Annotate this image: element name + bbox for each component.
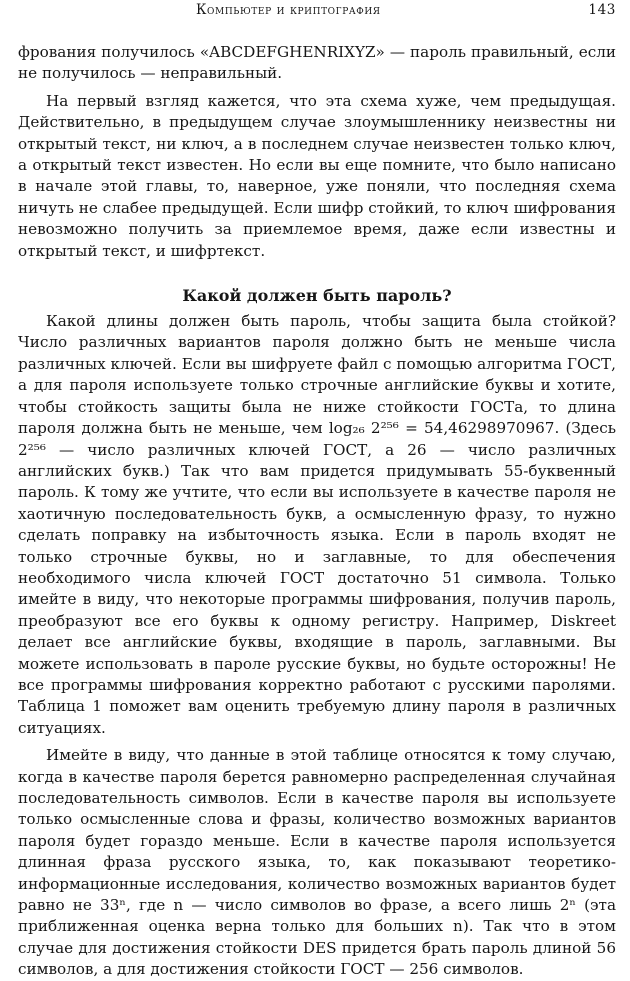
running-head-title: Компьютер и криптография [196,2,381,18]
paragraph-scheme-comparison: На первый взгляд кажется, что эта схема хуже, чем предыдущая. Действительно, в предыдущем случае злоумышленнику неизвестны ни открытый текст, ни ключ, а в последнем случае неизвестен только ключ, а открытый текст известен. Но если вы еще помните, что было написано в начале этой главы, то, наверное, уже поняли, что последняя схема ничуть не слабее предыдущей. Если шифр стойкий, то ключ шифрования невозможно получить за приемлемое время, даже если известны и открытый текст, и шифртекст. [18,91,616,260]
section-heading: Какой должен быть пароль? [182,286,452,306]
page-number: 143 [588,2,616,18]
running-head [18,0,616,26]
paragraph-password-length: Какой длины должен быть пароль, чтобы защита была стойкой? Число различных вариантов пароля должно быть не меньше числа различных ключей. Если вы шифруете файл с помощью алгоритма ГОСТ, а для пароля используете только строчные английские буквы и хотите, чтобы стойкость защиты была не ниже стойкости ГОСТа, то длина пароля должна быть не меньше, чем log₂₆ 2²⁵⁶ = 54,46298970967. (Здесь 2²⁵⁶ — число различных ключей ГОСТ, а 26 — число различных английских букв.) Так что вам придется придумывать 55-буквенный пароль. К тому же учтите, что если вы используете в качестве пароля не хаотичную последовательность букв, а осмысленную фразу, то нужно сделать поправку на избыточность языка. Если в пароль входят не только строчные буквы, но и заглавные, то для обеспечения необходимого числа ключей ГОСТ достаточно 51 символа. Только имейте в виду, что некоторые программы шифрования, получив пароль, преобразуют все его буквы к одному регистру. Например, Diskreet делает все английские буквы, входящие в пароль, заглавными. Вы можете использовать в пароле русские буквы, но будьте осторожны! Не все программы шифрования корректно работают с русскими паролями. Таблица 1 поможет вам оценить требуемую длину пароля в различных ситуациях. [18,312,616,737]
paragraph-continuation: фрования получилось «ABCDEFGHENRIXYZ» — пароль правильный, если не получилось — неправильный. [18,43,616,83]
paragraph-table-note: Имейте в виду, что данные в этой таблице относятся к тому случаю, когда в качестве пароля берется равномерно распределенная случайная последовательность символов. Если в качестве пароля вы используете только осмысленные слова и фразы, количество возможных вариантов пароля будет гораздо меньше. Если в качестве пароля используется длинная фраза русского языка, то, как показывают теоретико-информационные исследования, количество возможных вариантов будет равно не 33ⁿ, где n — число символов во фразе, а всего лишь 2ⁿ (эта приближенная оценка верна только для больших n). Так что в этом случае для достижения стойкости DES придется брать пароль длиной 56 символов, а для достижения стойкости ГОСТ — 256 символов. [18,746,616,979]
